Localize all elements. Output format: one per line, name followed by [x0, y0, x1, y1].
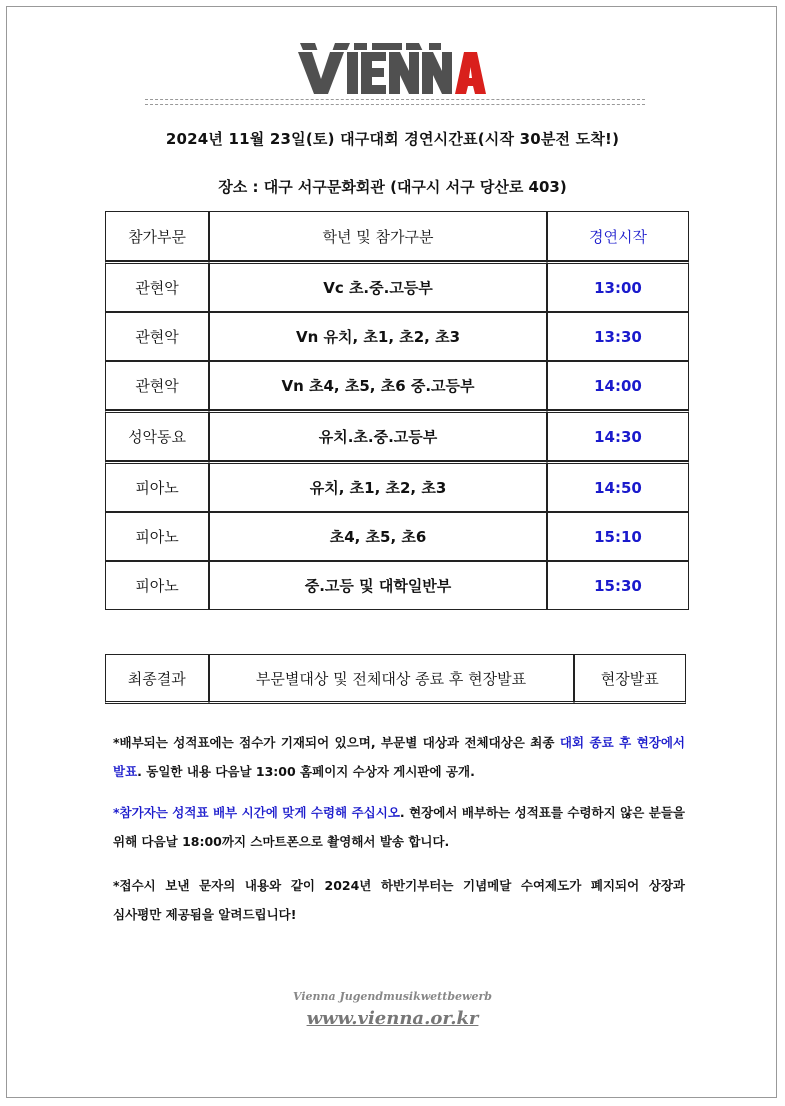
dashed-divider — [145, 104, 645, 105]
row-category: 피아노 — [105, 561, 209, 610]
note-pickup — [113, 798, 685, 856]
result-row — [105, 654, 686, 704]
header-time: 경연시작 — [547, 211, 689, 261]
venue-text: 장소 : 대구 서구문화회관 (대구시 서구 당산로 403) — [218, 178, 567, 196]
row-time: 14:50 — [547, 461, 689, 512]
row-category: 피아노 — [105, 512, 209, 561]
row-group: 초4, 초5, 초6 — [209, 512, 547, 561]
row-time: 13:30 — [547, 312, 689, 361]
note-results — [113, 728, 685, 786]
note-medal: *접수시 보낸 문자의 내용와 같이 2024년 하반기부터는 기념메달 수여제도가 폐지되어 상장과 심사평만 제공됨을 알려드립니다! — [113, 878, 685, 922]
header-group: 학년 및 참가구분 — [209, 211, 547, 261]
row-group: 유치, 초1, 초2, 초3 — [209, 461, 547, 512]
table-row — [105, 512, 689, 561]
row-time: 14:30 — [547, 410, 689, 461]
note-text: . 동일한 내용 다음날 13:00 홈페이지 수상자 게시판에 공개. — [137, 764, 475, 779]
result-value: 현장발표 — [574, 654, 686, 704]
row-time: 13:00 — [547, 261, 689, 312]
schedule-table — [105, 211, 689, 610]
row-group: 유치.초.중.고등부 — [209, 410, 547, 461]
row-group: Vn 초4, 초5, 초6 중.고등부 — [209, 361, 547, 410]
row-category: 관현악 — [105, 361, 209, 410]
table-header-row — [105, 211, 689, 261]
table-row — [105, 361, 689, 410]
table-row — [105, 261, 689, 312]
note-text: *배부되는 성적표에는 점수가 기재되어 있으며, 부문별 대상과 전체대상은 최종 — [113, 735, 560, 750]
row-time: 14:00 — [547, 361, 689, 410]
table-row — [105, 461, 689, 512]
row-category: 관현악 — [105, 312, 209, 361]
row-group: Vn 유치, 초1, 초2, 초3 — [209, 312, 547, 361]
row-category: 피아노 — [105, 461, 209, 512]
row-category: 관현악 — [105, 261, 209, 312]
result-table — [105, 654, 686, 704]
result-description: 부문별대상 및 전체대상 종료 후 현장발표 — [209, 654, 574, 704]
table-row — [105, 410, 689, 461]
vienna-logo-wordmark — [0, 50, 785, 100]
row-time: 15:10 — [547, 512, 689, 561]
table-row — [105, 561, 689, 610]
row-group: 중.고등 및 대학일반부 — [209, 561, 547, 610]
footer-url-link[interactable]: www.vienna.or.kr — [306, 1008, 479, 1029]
table-row — [105, 312, 689, 361]
row-time: 15:30 — [547, 561, 689, 610]
footer-org: Vienna Jugendmusikwettbewerb — [293, 990, 492, 1003]
note-highlight: *참가자는 성적표 배부 시간에 맞게 수령해 주십시오 — [113, 805, 400, 820]
page-title: 2024년 11월 23일(토) 대구대회 경연시간표(시작 30분전 도착!) — [165, 130, 620, 148]
row-category: 성악동요 — [105, 410, 209, 461]
note-highlight: 대회 종료 후 현장에서 발표 — [113, 735, 686, 779]
header-category: 참가부문 — [105, 211, 209, 261]
row-group: Vc 초.중.고등부 — [209, 261, 547, 312]
result-label: 최종결과 — [105, 654, 209, 704]
dashed-divider — [145, 99, 645, 100]
note-text: . 현장에서 배부하는 성적표를 수령하지 않은 분들을 위해 다음날 18:00까지 스마트폰으로 촬영해서 발송 합니다. — [113, 805, 685, 849]
